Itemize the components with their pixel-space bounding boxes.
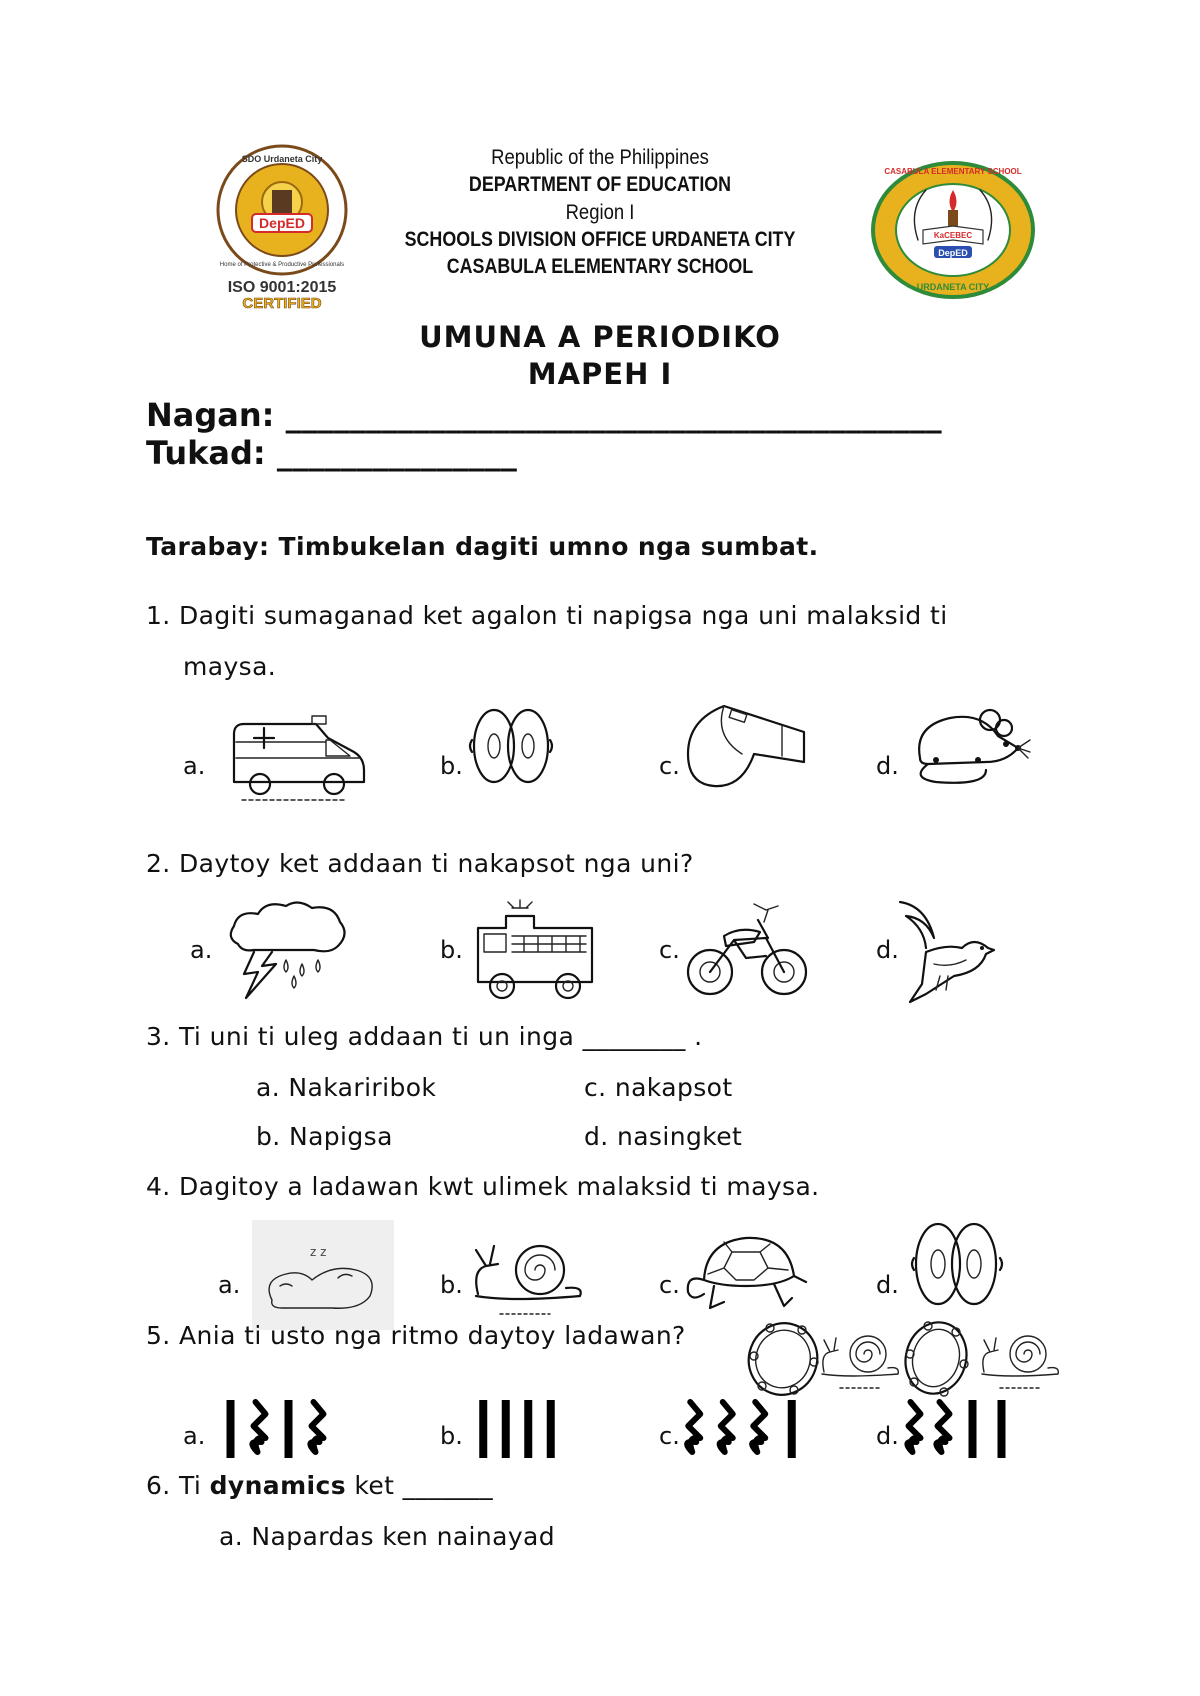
question-5-text: 5. Ania ti usto nga ritmo daytoy ladawan? — [146, 1321, 686, 1350]
q4-option-b[interactable]: b. — [440, 1271, 463, 1299]
logo-certified-text: CERTIFIED — [242, 295, 322, 312]
exam-title: UMUNA A PERIODIKO — [419, 320, 781, 354]
quarter-rest-mark — [720, 1402, 733, 1452]
q1-option-c[interactable]: c. — [659, 752, 680, 780]
q1-option-b[interactable]: b. — [440, 752, 463, 780]
header-division: SCHOOLS DIVISION OFFICE URDANETA CITY — [404, 228, 796, 251]
question-6-prefix: 6. Ti — [146, 1471, 210, 1500]
quarter-note-mark — [547, 1400, 555, 1458]
q6-choice-a[interactable]: a. Napardas ken nainayad — [219, 1522, 556, 1551]
logo-ring-text: SDO Urdaneta City — [241, 154, 323, 164]
ambulance-icon — [228, 712, 368, 802]
q1-option-d[interactable]: d. — [876, 752, 899, 780]
q3-choice-d[interactable]: d. nasingket — [584, 1122, 743, 1151]
turtle-icon — [684, 1222, 810, 1322]
question-6-text — [146, 1471, 493, 1500]
sleeping-baby-icon — [252, 1220, 394, 1330]
instructions: Tarabay: Timbukelan dagiti umno nga sumbat. — [146, 532, 819, 561]
quarter-rest-mark — [687, 1402, 700, 1452]
question-1-text-cont: maysa. — [183, 652, 277, 681]
casabula-school-seal-icon — [868, 160, 1038, 300]
cymbals-icon — [908, 1216, 1006, 1312]
quarter-note-mark — [998, 1400, 1006, 1458]
header-region: Region I — [565, 201, 635, 224]
q3-choice-b[interactable]: b. Napigsa — [256, 1122, 393, 1151]
q4-option-d[interactable]: d. — [876, 1271, 899, 1299]
q4-option-c[interactable]: c. — [659, 1271, 680, 1299]
header-department: DEPARTMENT OF EDUCATION — [468, 173, 732, 196]
cymbals-icon — [466, 702, 556, 792]
quarter-rest-mark — [310, 1402, 323, 1452]
quarter-note-mark — [788, 1400, 796, 1458]
quarter-rest-mark — [907, 1402, 920, 1452]
question-1-text: 1. Dagiti sumaganad ket agalon ti napigsa nga uni malaksid ti — [146, 601, 948, 630]
logo-right-badge-text: DepED — [938, 248, 968, 258]
quarter-rest-mark — [252, 1402, 265, 1452]
rhythm-pattern-a — [216, 1394, 332, 1464]
header-republic: Republic of the Philippines — [491, 146, 709, 169]
q5-option-c[interactable]: c. — [659, 1422, 680, 1450]
whistle-icon — [684, 696, 810, 796]
fire-truck-icon — [472, 898, 598, 1002]
zzz-mark: z z — [310, 1245, 327, 1259]
snail-icon — [470, 1230, 588, 1320]
header-school: CASABULA ELEMENTARY SCHOOL — [446, 255, 754, 278]
q2-option-b[interactable]: b. — [440, 936, 463, 964]
logo-badge-text: DepED — [259, 215, 305, 231]
tambourine-icon — [898, 1318, 974, 1398]
q3-choice-c[interactable]: c. nakapsot — [584, 1073, 733, 1102]
q3-choice-a[interactable]: a. Nakariribok — [256, 1073, 437, 1102]
quarter-note-mark — [479, 1400, 487, 1458]
q5-option-a[interactable]: a. — [183, 1422, 206, 1450]
question-6-suffix: ket _______ — [346, 1471, 493, 1500]
grade-field[interactable]: Tukad: _______________ — [146, 434, 517, 472]
question-4-text: 4. Dagitoy a ladawan kwt ulimek malaksid ti maysa. — [146, 1172, 820, 1201]
quarter-note-mark — [969, 1400, 977, 1458]
logo-iso-text: ISO 9001:2015 — [227, 279, 337, 296]
q5-option-d[interactable]: d. — [876, 1422, 899, 1450]
name-field[interactable]: Nagan: _________________________________________ — [146, 396, 942, 434]
quarter-note-mark — [502, 1400, 510, 1458]
q2-option-d[interactable]: d. — [876, 936, 899, 964]
mouse-icon — [906, 698, 1032, 788]
quarter-note-mark — [524, 1400, 532, 1458]
q5-option-b[interactable]: b. — [440, 1422, 463, 1450]
question-6-keyword: dynamics — [209, 1471, 346, 1500]
quarter-note-mark — [285, 1400, 293, 1458]
q4-option-a[interactable]: a. — [218, 1271, 241, 1299]
tambourine-icon — [742, 1318, 824, 1400]
quarter-rest-mark — [936, 1402, 949, 1452]
snail-icon — [818, 1326, 902, 1392]
storm-cloud-icon — [224, 898, 350, 1002]
logo-book-text: KaCEBEC — [933, 231, 973, 240]
logo-ring-bottom-text: URDANETA CITY — [916, 282, 990, 292]
rhythm-pattern-d — [900, 1394, 1016, 1464]
quarter-note-mark — [227, 1400, 235, 1458]
logo-ring-top-text: CASABULA ELEMENTARY SCHOOL — [884, 167, 1022, 176]
question-3-text: 3. Ti uni ti uleg addaan ti un inga ________ . — [146, 1022, 703, 1051]
logo-motto-text: Home of Protective & Productive Professionals — [219, 262, 345, 268]
quarter-rest-mark — [752, 1402, 765, 1452]
q2-option-c[interactable]: c. — [659, 936, 680, 964]
motorcycle-icon — [684, 896, 810, 1006]
exam-subject: MAPEH I — [527, 357, 673, 391]
rhythm-pattern-b — [472, 1394, 562, 1464]
question-2-text: 2. Daytoy ket addaan ti nakapsot nga uni? — [146, 849, 694, 878]
bird-icon — [896, 898, 996, 1008]
q2-option-a[interactable]: a. — [190, 936, 213, 964]
snail-icon — [978, 1326, 1062, 1392]
rhythm-pattern-c — [678, 1394, 808, 1464]
q1-option-a[interactable]: a. — [183, 752, 206, 780]
